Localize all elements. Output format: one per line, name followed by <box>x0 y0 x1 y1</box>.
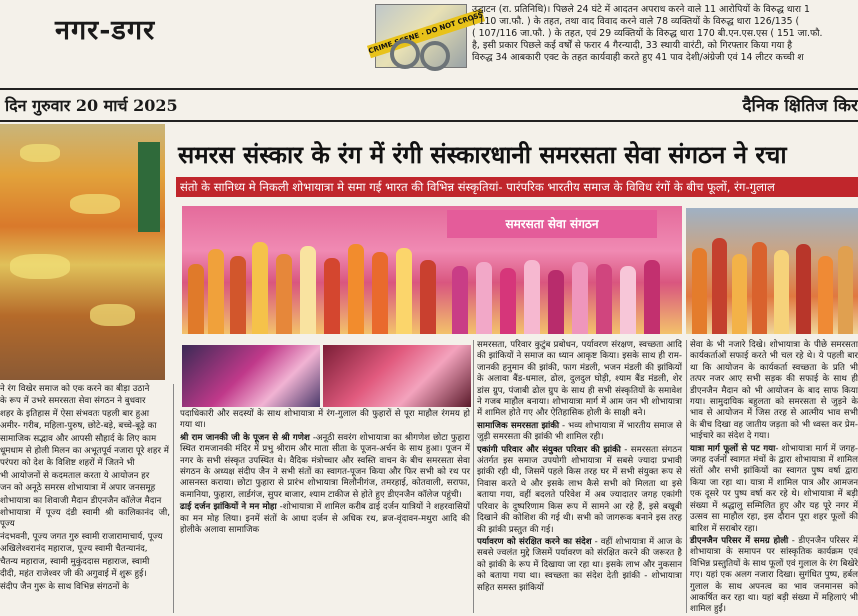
article-column-3 <box>477 340 682 613</box>
paper-name: दैनिक क्षितिज किर <box>742 96 858 116</box>
crime-scene-photo <box>367 4 485 68</box>
section-title: नगर-डगर <box>55 15 156 46</box>
text-line: धूमधाम से होली मिलन का अभूतपूर्व नजारा पूरे शहर में <box>0 446 169 457</box>
paragraph <box>180 502 470 536</box>
paragraph-heading: डीएनजैन परिसर में समग्र होली <box>690 535 789 546</box>
text-line: शहर के इतिहास में ऐसा संभवतः पहली बार हुआ <box>0 408 149 419</box>
text-line: शोभायात्रा का शिवाजी मैदान डीएनजैन कॉलेज मैदान <box>0 495 162 506</box>
procession-street-photo <box>0 124 165 380</box>
crime-line: है, इसी प्रकार पिछले कई वर्षों से फरार 4 गैरन्यादी, 33 स्थायी वारंटी, को गिरफ्तार किया गया है <box>472 40 793 51</box>
text-line: अमीर- गरीब, महिला-पुरुष, छोटे-बड़े, बच्चे-बूढ़े का <box>0 421 157 432</box>
paragraph-heading: सामाजिक समरसता झांकी <box>477 420 560 431</box>
paragraph <box>477 340 682 420</box>
paragraph <box>690 536 858 616</box>
headline: समरस संस्कार के रंग में रंगी संस्कारधानी समरसता सेवा संगठन ने रचा <box>178 140 787 169</box>
crime-line: ( 110 जा.फौ. ) के तहत, तथा वाद विवाद करने वाले 78 व्यक्तियों के विरुद्ध धारा 126/135 ( <box>472 16 800 27</box>
text-line: जन को अनूठे समरस शोभायात्रा में अपार जनसमूह <box>0 483 156 494</box>
saints-blessing-photo <box>686 208 858 334</box>
paragraph-text: पदाधिकारी और सदस्यों के साथ शोभायात्रा में रंग-गुलाल की फुहारों से पूरा माहौल रंगमय हो गया था। <box>180 409 470 431</box>
handcuff-icon <box>420 41 450 71</box>
paragraph-text: - समरसता संगठन अंतर्गत इस समाज उपयोगी शोभायात्रा में सबसे ज्यादा प्रभावी झांकी रही थी, जिसमें पहले किस तरह घर में सभी संयुक्त रूप से निवास करते थे और इसके लाभ कैसे सभी को मिलता था इसे बताया गया, वहीं बदलते परिवेश में अब ज्यादातर जगह एकांगी परिवार के दुष्परिणाम किस रूप में सामने आ रहे हैं, इसे बखूबी दिखाने की कोशिश की गई थी। सभी को जागरूक बनाने इस तरह की झांकी प्रस्तुत की गई। <box>477 444 682 535</box>
crime-line: विरुद्ध 34 आबकारी एक्ट के तहत कार्यवाही करते हुए 41 पाव देशी/अंग्रेजी एवं 14 लीटर कच्ची श <box>472 52 804 63</box>
text-line: चैतन्य महाराज, स्वामी मुकुंददास महाराज, स्वामी <box>0 556 150 567</box>
paragraph-heading: पर्यावरण को संरक्षित करने का संदेश <box>477 536 592 547</box>
text-line: नंदभवनी, पूज्य जगत गुरु स्वामी राजारामाचार्य, पूज्य <box>0 531 163 542</box>
crime-news-brief <box>472 4 858 76</box>
paragraph <box>180 409 470 432</box>
text-line: शोभायात्रा में पूज्य दंडी स्वामी श्री कालिकानंद जी, पूज्य <box>0 508 170 530</box>
paragraph <box>690 444 858 535</box>
paragraph-text: समरसता, परिवार कुटुंब प्रबोधन, पर्यावरण संरक्षण, स्वच्छता आदि की झांकियों ने समाज का ध्यान आकृष्ट किया। इसके साथ ही राम-जानकी हनुमान की झांकी, फाग मंडली, भजन मंडली की झांकियों के अलावा बैंड-धमाल, ढोल, दुलदुल घोड़ी, श्याम बैंड मंडली, शेर डांस ग्रुप, पंजाबी ढोल ग्रुप के साथ ही सभी संस्कृतियों के समावेश ने गजब माहौल बनाया। शोभायात्रा मार्ग में आम जन भी शोभायात्रा में शामिल होते गए और ऐतिहासिक होली के साक्षी बने। <box>477 340 682 419</box>
paragraph-heading: यात्रा मार्ग फूलों से पट गया <box>690 443 776 454</box>
paragraph-heading: श्री राम जानकी जी के पूजन से श्री गणेश <box>180 432 310 443</box>
stage-event-photo <box>182 345 320 407</box>
date-strip <box>0 88 858 122</box>
paragraph-heading: एकांगी परिवार और संयुक्त परिवार की झांकी <box>477 444 621 455</box>
text-line: संदीप जैन गुरू के साथ विभिन्न संगठनों के <box>0 581 129 592</box>
text-line: दीदी, महंत राजेश्वर जी की अगुवाई में शुरू हुई। <box>0 569 147 580</box>
article-column-2 <box>180 409 470 613</box>
paragraph-text: - वहीं शोभायात्रा में आज के सबसे ज्वलंत मुद्दे जिसमें पर्यावरण को संरक्षित करने की जरूरत है को झांकी के रूप में दिखाया जा रहा था। इसके लाभ और नुकसान को बताया गया था। स्वच्छता का संदेश देती झांकी - शोभायात्रा सहित समस्त झांकियों <box>477 536 682 593</box>
text-line: अखिलेश्वरानंद महाराज, पूज्य स्वामी चैतन्यानंद, <box>0 544 148 555</box>
paragraph-text: सेवा के भी नजारे दिखे। शोभायात्रा के पीछे समरसता कार्यकर्ताओं सफाई करते भी चल रहे थे। ये पहली बार था कि आयोजन के कार्यकर्ता स्वच्छता के प्रति भी तत्पर नजर आए सभी सड़क की सफाई के साथ ही डीएनजैन मैदान को भी आयोजन के बाद साफ किया गया। सामुदायिक बहुलता को समरसता से जुड़ने के भाव से आयोजन में जिस तरह से आत्मीय भाव सभी के बीच दिखा वह जातीय जड़ता को भी ध्वस्त कर प्रेम-भाईचारे का संदेश दे गया। <box>690 340 858 442</box>
paragraph-text: - शोभायात्रा मार्ग में जगह-जगह दर्जनों स्वागत मंचों के द्वारा शोभायात्रा में शामिल संतों और सभी झांकियों का स्वागत पुष्प वर्षा द्वारा किया जा रहा था। यात्रा में शामिल पात्र और आमजन एक दूसरे पर पुष्प वर्षा कर रहे थे। शोभायात्रा में बड़ी संख्या में श्रद्धालु सम्मिलित हुए और यह पूरे नगर में उत्सव सा माहौल रहा, इस दौरान पूरा शहर फूलों की बारिश में सराबोर रहा। <box>690 443 858 534</box>
text-line: के रूप में उभरे समरसता सेवा संगठन ने बुधवार <box>0 396 146 407</box>
paragraph-text: -अनूठी सवरंग शोभायात्रा का श्रीगणेश छोटा फुहारा स्थित रामजानकी मंदिर में प्रभु श्रीराम और माता सीता के पूजन-अर्चन के साथ हुआ। पूजन में नगर के सभी संस्कृत उपस्थित थे। वैदिक मंत्रोच्चार और स्वस्ति वाचन के बीच समरसता सेवा संगठन के अध्यक्ष संदीप जैन ने सभी संतों का स्वागत-पूजन किया और फिर सभी को रथ पर आसनस्त कराया। छोटा फुहारा से प्रारंभ शोभायात्रा मिलौनीगंज, तमरहाई, कोतवाली, सराफा, कमानिया, फुहारा, लार्डगंज, सुपर बाजार, श्याम टाकीज से होते हुए डीएनजैन कॉलेज पहुंची। <box>180 432 470 500</box>
paragraph <box>477 537 682 594</box>
text-line: भी आयोजनों से कदमताल करता ये आयोजन हर <box>0 470 150 481</box>
text-line: सामाजिक सद्भाव और आपसी सौहार्द के लिए काम <box>0 433 157 444</box>
crime-line: उद्घाटन (रा. प्रतिनिधि)। पिछले 24 घंटे में आदतन अपराध करने वाले 11 आरोपियों के विरुद्ध धारा 1 <box>472 4 810 15</box>
article-column-4 <box>690 340 858 613</box>
paragraph-text: - भव्य शोभायात्रा में भारतीय समाज से जुड़ी समरसता की झांकी भी शामिल रही। <box>477 420 682 443</box>
text-line: ने रंग विखेर समाज को एक करने का बीड़ा उठाने <box>0 384 150 394</box>
crime-tape-text: CRIME SCENE · DO NOT CROSS <box>367 9 485 58</box>
paragraph-heading: ढाई दर्जन झांकियों ने मन मोहा <box>180 502 277 513</box>
stage-banner: समरसता सेवा संगठन <box>447 210 657 238</box>
issue-date: दिन गुरुवार 20 मार्च 2025 <box>5 96 178 115</box>
paragraph <box>477 445 682 536</box>
saints-stage-photo <box>182 206 682 334</box>
crime-line: ( 107/116 जा.फौ. ) के तहत, एवं 29 व्यक्तियों के विरुद्ध धारा 170 बी.एन.एस.एस ( 151 जा.फौ. <box>472 28 823 39</box>
handcuff-icon <box>390 39 420 69</box>
paragraph <box>180 433 470 501</box>
holi-celebration-photo <box>323 345 471 407</box>
paragraph-text: - डीएनजैन परिसर में शोभायात्रा के समापन पर सांस्कृतिक कार्यक्रम एवं विभिन्न प्रस्तुतियों के साथ फूलों एवं गुलाल के रंग बिखेरे गए। यहां एक अलग नजारा दिखा। सुगंधित पुष्प, हर्बल गुलाल के साथ अपनत्व का भाव जनमानस को आकर्षित कर रहा था। यहां बड़ी संख्या में महिलाएं भी शामिल हुईं। <box>690 535 858 615</box>
paragraph-text: -शोभायात्रा में शामिल करीब ढाई दर्जन यात्रियों ने शहरवासियों का मन मोह लिया। इनमें संतों के आधा दर्जन से अधिक रथ, ब्रज-वृंदावन-मथुरा आदि की होलीके अलावा सामाजिक <box>180 502 470 536</box>
article-column-1 <box>0 384 170 613</box>
text-line: परंपरा को देश के विशिष्ट शहरों में जितने भी <box>0 458 135 469</box>
paragraph <box>690 340 858 443</box>
subheadline: संतो के सानिध्य मे निकली शोभायात्रा मे समा गई भारत की विभिन्न संस्कृतियां- पारंपरिक भारतीय समाज के विविध रंगों के बीच फूलों, रंग-गुलाल <box>176 177 858 197</box>
paragraph <box>477 421 682 444</box>
